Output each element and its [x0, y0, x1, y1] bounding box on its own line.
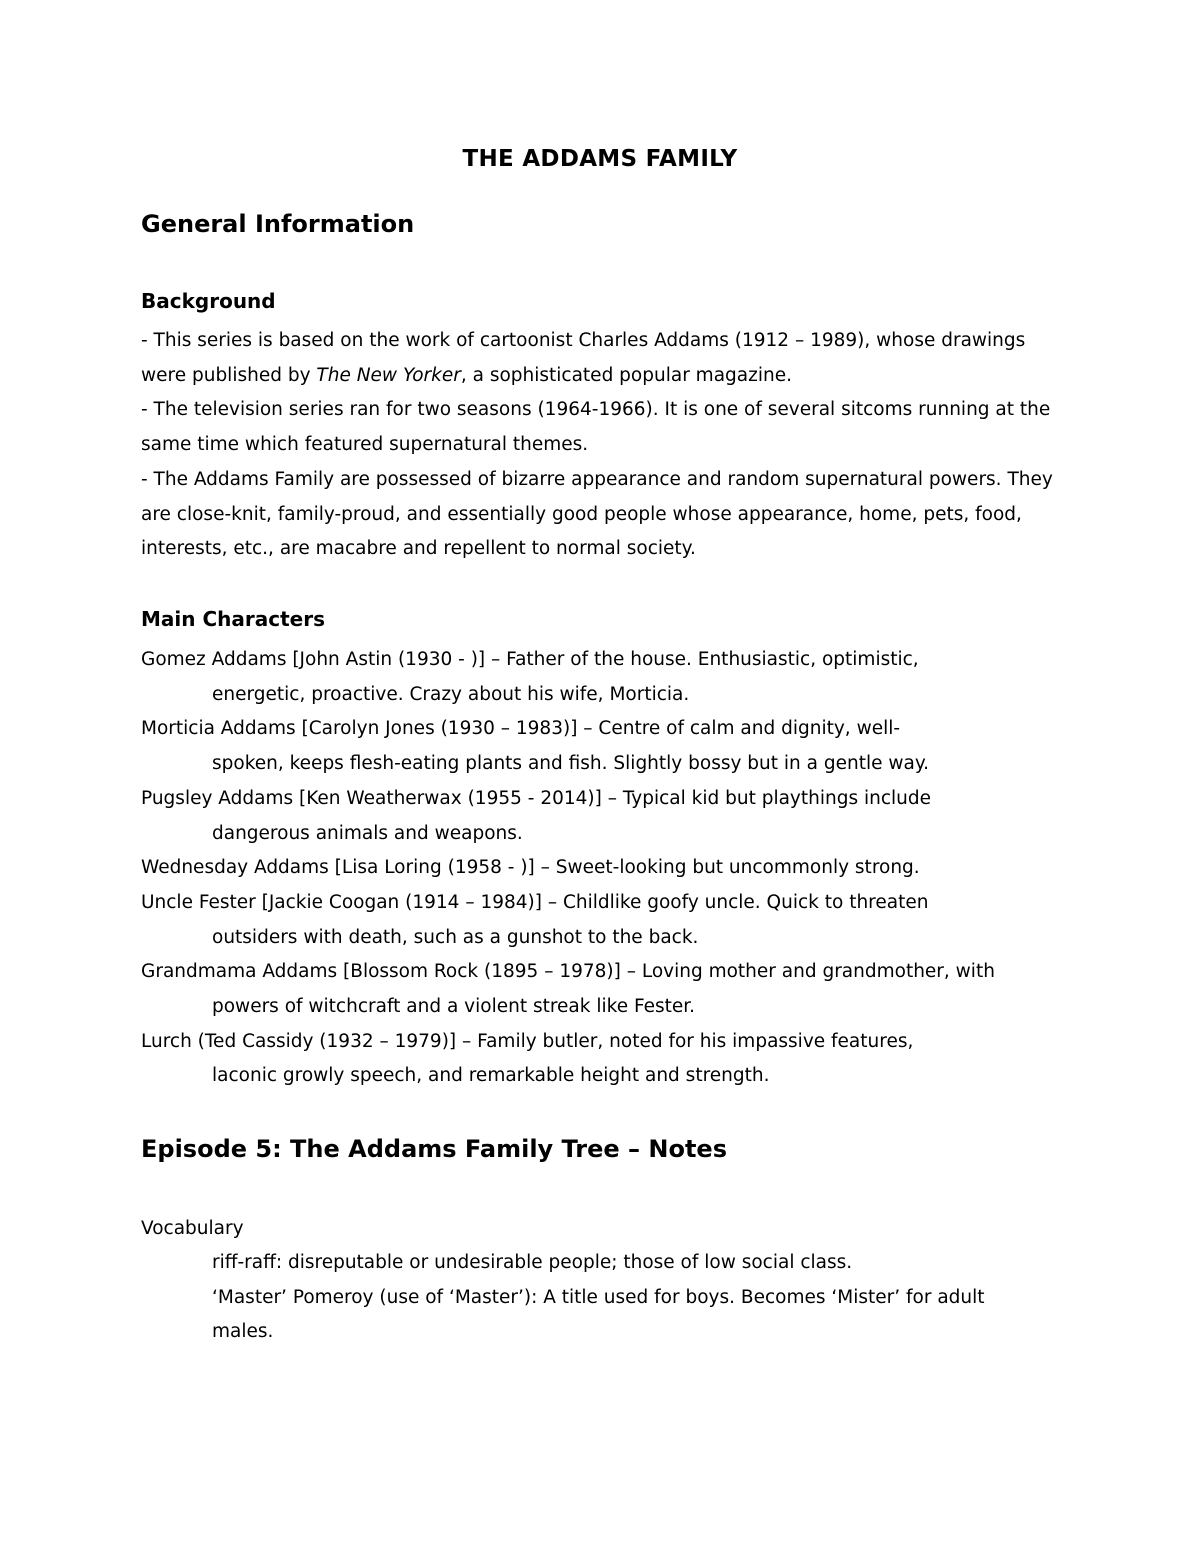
- vocabulary-item: ‘Master’ Pomeroy (use of ‘Master’): A title used for boys. Becomes ‘Mister’ for adult males.: [212, 1286, 985, 1343]
- document-title: THE ADDAMS FAMILY: [462, 146, 738, 172]
- character-entry-pugsley: Pugsley Addams [Ken Weatherwax (1955 - 2014)] – Typical kid but playthings include dangerous animals and weapons.: [141, 787, 932, 844]
- vocabulary-label: Vocabulary: [141, 1218, 244, 1239]
- background-paragraph-3: - The Addams Family are possessed of bizarre appearance and random supernatural powers. They are close-knit, family-proud, and essentially good people whose appearance, home, pets, food, interests, etc., are macabre and repellent to normal society.: [141, 468, 1053, 560]
- vocabulary-item: riff-raff: disreputable or undesirable people; those of low social class.: [212, 1252, 853, 1273]
- character-entry-wednesday: Wednesday Addams [Lisa Loring (1958 - )] – Sweet-looking but uncommonly strong.: [141, 857, 920, 879]
- character-entry-grandmama: Grandmama Addams [Blossom Rock (1895 – 1978)] – Loving mother and grandmother, with powers of witchcraft and a violent streak like Fester.: [141, 961, 995, 1018]
- character-entry-gomez: Gomez Addams [John Astin (1930 - )] – Father of the house. Enthusiastic, optimistic, energetic, proactive. Crazy about his wife, Morticia.: [141, 649, 919, 705]
- main-characters-heading: Main Characters: [141, 607, 325, 631]
- character-list: [141, 643, 1071, 1094]
- general-information-heading: General Information: [141, 210, 415, 238]
- character-entry-fester: Uncle Fester [Jackie Coogan (1914 – 1984)] – Childlike goofy uncle. Quick to threaten outsiders with death, such as a gunshot to the back.: [141, 891, 929, 948]
- episode-heading: Episode 5: The Addams Family Tree – Notes: [141, 1135, 727, 1163]
- character-entry-lurch: Lurch (Ted Cassidy (1932 – 1979)] – Family butler, noted for his impassive features, laconic growly speech, and remarkable height and strength.: [141, 1030, 914, 1087]
- vocabulary-list: [212, 1246, 1042, 1350]
- character-entry-morticia: Morticia Addams [Carolyn Jones (1930 – 1983)] – Centre of calm and dignity, well- spoken, keeps flesh-eating plants and fish. Slightly bossy but in a gentle way.: [141, 718, 930, 775]
- magazine-name: The New Yorker: [316, 364, 461, 386]
- background-heading: Background: [141, 289, 276, 313]
- background-section: [141, 324, 1061, 567]
- background-paragraph-2: - The television series ran for two seasons (1964-1966). It is one of several sitcoms running at the same time which featured supernatural themes.: [141, 399, 1051, 456]
- background-paragraph-1: - This series is based on the work of cartoonist Charles Addams (1912 – 1989), whose drawings were published by The New Yorker, a sophisticated popular magazine.: [141, 330, 1026, 386]
